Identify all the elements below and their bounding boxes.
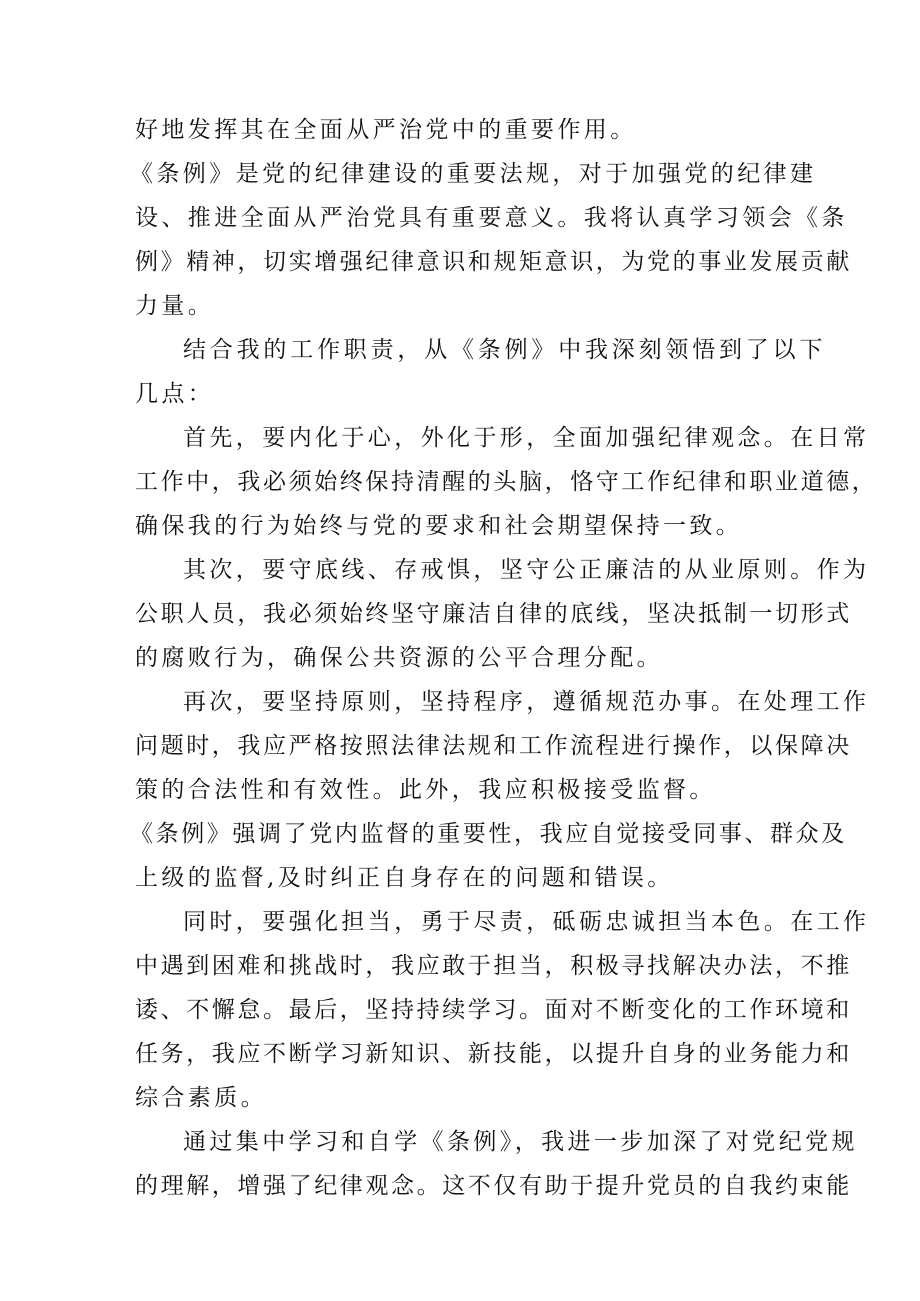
text-line: 好地发挥其在全面从严治党中的重要作用。	[135, 117, 637, 143]
text-line: 例》精神，切实增强纪律意识和规矩意识，为党的事业发展贡献	[135, 249, 852, 275]
text-line: 综合素质。	[135, 1085, 267, 1111]
text-line: 力量。	[135, 293, 215, 319]
text-line: 上级的监督,及时纠正自身存在的问题和错误。	[135, 865, 674, 891]
text-line: 首先，要内化于心，外化于形，全面加强纪律观念。在日常	[183, 425, 870, 451]
text-line: 通过集中学习和自学《条例》，我进一步加深了对党纪党规	[183, 1129, 858, 1155]
text-line: 诿、不懈怠。最后，坚持持续学习。面对不断变化的工作环境和	[135, 997, 852, 1023]
text-line: 中遇到困难和挑战时，我应敢于担当，积极寻找解决办法，不推	[135, 953, 852, 979]
text-line: 策的合法性和有效性。此外，我应积极接受监督。	[135, 777, 716, 803]
text-line: 任务，我应不断学习新知识、新技能，以提升自身的业务能力和	[135, 1041, 852, 1067]
text-line: 再次，要坚持原则，坚持程序，遵循规范办事。在处理工作	[183, 689, 870, 715]
text-line: 的理解，增强了纪律观念。这不仅有助于提升党员的自我约束能	[135, 1173, 852, 1199]
text-line: 设、推进全面从严治党具有重要意义。我将认真学习领会《条	[135, 205, 848, 231]
text-line: 问题时，我应严格按照法律法规和工作流程进行操作，以保障决	[135, 733, 852, 759]
text-line: 其次，要守底线、存戒惧，坚守公正廉洁的从业原则。作为	[183, 557, 870, 583]
text-line: 工作中，我必须始终保持清醒的头脑，恪守工作纪律和职业道德，	[135, 469, 878, 495]
text-line: 确保我的行为始终与党的要求和社会期望保持一致。	[135, 513, 743, 539]
text-line: 几点：	[135, 381, 215, 407]
text-line: 《条例》强调了党内监督的重要性，我应自觉接受同事、群众及	[130, 821, 847, 847]
text-line: 公职人员，我必须始终坚守廉洁自律的底线，坚决抵制一切形式	[135, 601, 852, 627]
text-line: 结合我的工作职责，从《条例》中我深刻领悟到了以下	[183, 337, 827, 363]
text-line: 《条例》是党的纪律建设的重要法规，对于加强党的纪律建	[130, 161, 817, 187]
text-line: 同时，要强化担当，勇于尽责，砥砺忠诚担当本色。在工作	[183, 909, 870, 935]
text-line: 的腐败行为，确保公共资源的公平合理分配。	[135, 645, 663, 671]
